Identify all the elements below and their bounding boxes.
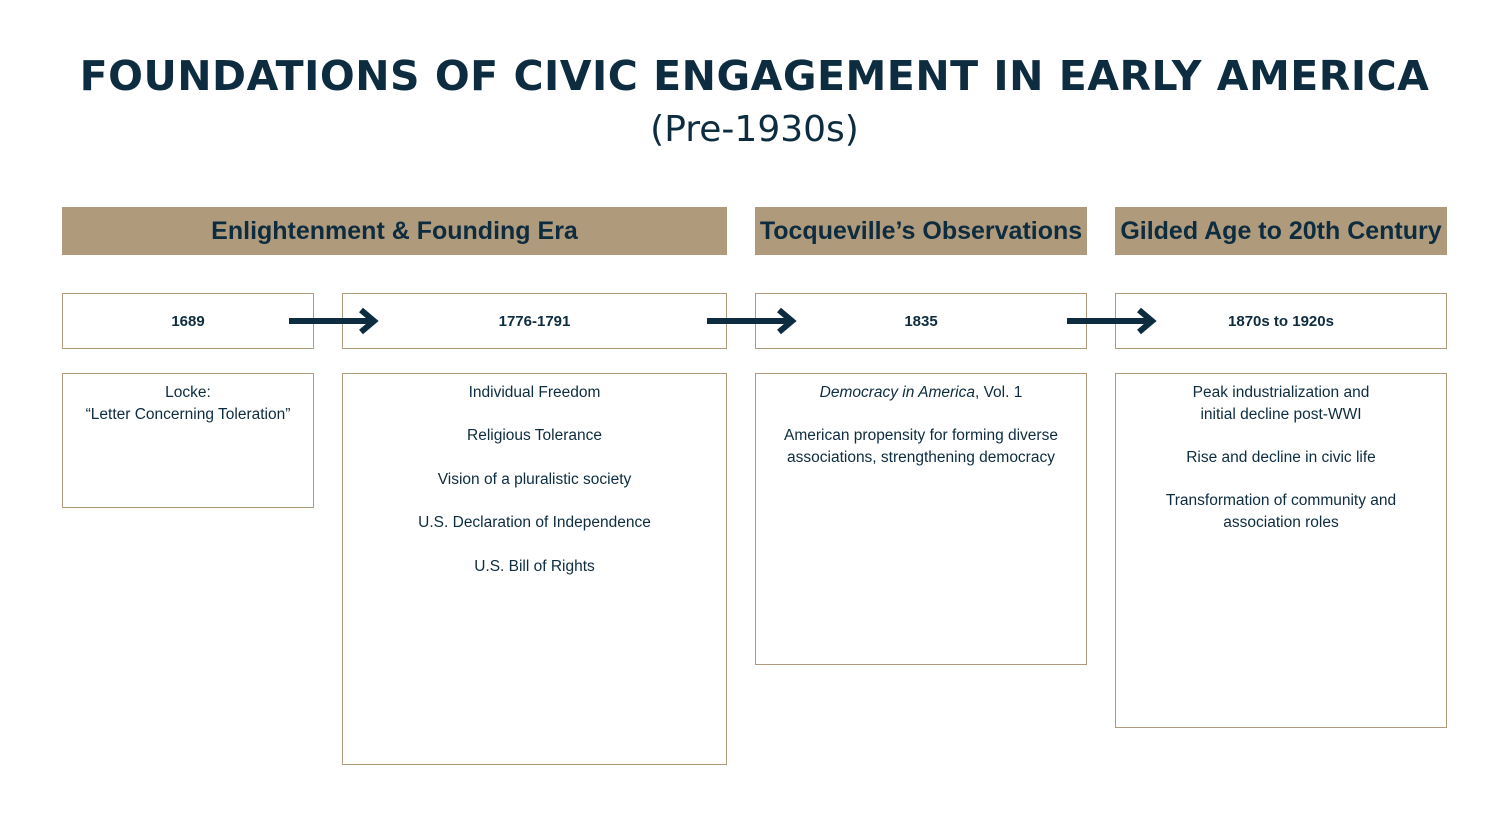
arrow-right-icon [1067, 306, 1157, 336]
content-box-1835 [755, 373, 1087, 665]
content-item: U.S. Declaration of Independence [418, 514, 651, 532]
content-box-1776-1791 [342, 373, 727, 765]
date-box-1689 [62, 293, 314, 349]
date-box-1835 [755, 293, 1087, 349]
era-header-gilded-age [1115, 207, 1447, 255]
date-label: 1870s to 1920s [1228, 312, 1334, 330]
era-header-tocqueville [755, 207, 1087, 255]
content-item: Locke: “Letter Concerning Toleration” [85, 384, 291, 423]
content-item: Religious Tolerance [467, 427, 602, 445]
content-item: Rise and decline in civic life [1186, 449, 1376, 467]
content-box-1870s-1920s [1115, 373, 1447, 728]
date-box-1870s-1920s [1115, 293, 1447, 349]
content-item: Transformation of community and association roles [1165, 492, 1397, 532]
content-item: U.S. Bill of Rights [474, 557, 595, 575]
content-item: Peak industrialization and initial decline post-WWI [1192, 384, 1370, 423]
page-title: FOUNDATIONS OF CIVIC ENGAGEMENT IN EARLY AMERICA [79, 52, 1430, 100]
date-box-1776-1791 [342, 293, 727, 349]
date-label: 1689 [171, 312, 205, 330]
content-item: Vision of a pluralistic society [437, 470, 632, 488]
content-item: American propensity for forming diverse associations, strengthening democracy [784, 427, 1058, 467]
content-item-work [756, 382, 1086, 404]
era-header-label: Gilded Age to 20th Century [1120, 216, 1442, 245]
content-item: Individual Freedom [468, 384, 601, 401]
date-label: 1835 [904, 312, 938, 330]
content-box-1689 [62, 373, 314, 508]
work-suffix: , Vol. 1 [974, 384, 1023, 401]
date-label: 1776-1791 [498, 312, 571, 330]
page-subtitle: (Pre-1930s) [650, 109, 859, 150]
work-title: Democracy in America [819, 384, 975, 401]
arrow-right-icon [707, 306, 797, 336]
era-header-label: Tocqueville’s Observations [759, 216, 1083, 245]
era-header-enlightenment [62, 207, 727, 255]
arrow-right-icon [289, 306, 379, 336]
era-header-label: Enlightenment & Founding Era [211, 216, 578, 245]
